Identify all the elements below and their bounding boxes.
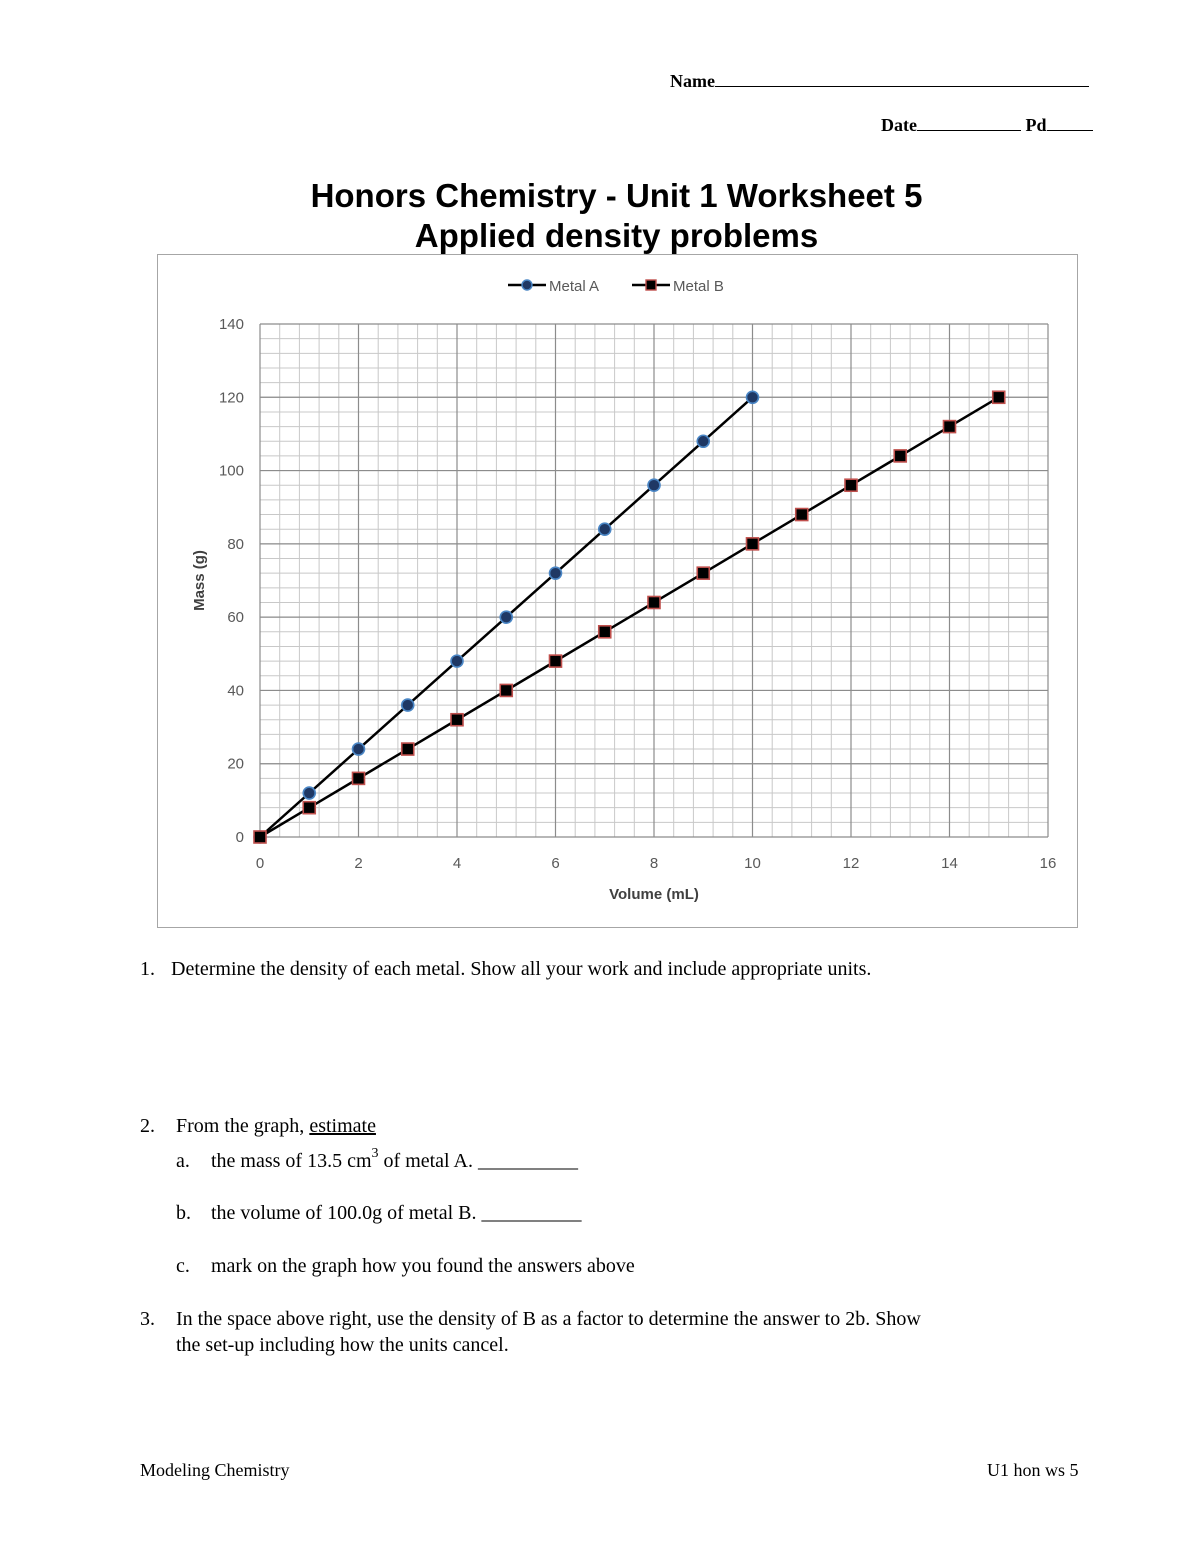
period-label: Pd <box>1025 115 1047 135</box>
y-tick-label: 100 <box>218 462 244 480</box>
q2a-text-end: of metal A. __________ <box>378 1150 578 1172</box>
metal-b-point <box>648 596 660 608</box>
x-tick-label: 2 <box>354 855 363 872</box>
y-tick-label: 0 <box>235 829 244 846</box>
metal-a-point <box>550 567 562 579</box>
date-blank[interactable] <box>917 114 1021 131</box>
q2-number: 2. <box>140 1115 155 1137</box>
metal-a-point <box>402 699 414 711</box>
q2-text <box>176 1113 376 1139</box>
x-tick-label: 6 <box>551 855 560 872</box>
y-tick-label: 140 <box>218 316 244 333</box>
metal-b-point <box>944 421 956 433</box>
metal-b-point <box>451 714 463 726</box>
page-subtitle: Applied density problems <box>414 217 819 254</box>
q2b-text: the volume of 100.0g of metal B. __________ <box>211 1202 582 1224</box>
legend-marker-metal-a <box>522 280 532 290</box>
y-tick-label: 120 <box>218 389 244 407</box>
y-tick-label: 80 <box>227 535 244 553</box>
x-tick-label: 10 <box>744 855 761 872</box>
date-period-field[interactable] <box>881 114 1093 136</box>
q2a-text-start: the mass of 13.5 cm <box>211 1150 372 1172</box>
name-blank[interactable] <box>715 70 1089 87</box>
x-tick-label: 12 <box>842 855 860 872</box>
x-tick-label: 14 <box>941 855 958 872</box>
q2b-letter: b. <box>176 1202 191 1224</box>
name-label: Name <box>670 71 715 91</box>
metal-b-point <box>894 450 906 462</box>
x-axis-label: Volume (mL) <box>609 886 699 903</box>
q3-line1: In the space above right, use the density of B as a factor to determine the answer to 2b. Show <box>176 1308 921 1330</box>
q3-number: 3. <box>140 1308 155 1330</box>
x-tick-label: 16 <box>1039 855 1057 872</box>
metal-b-point <box>303 802 315 814</box>
metal-b-point <box>550 655 562 667</box>
x-tick-label: 0 <box>255 855 265 872</box>
name-field[interactable] <box>670 70 1089 92</box>
footer-left: Modeling Chemistry <box>140 1460 290 1480</box>
q2c-letter: c. <box>176 1255 190 1277</box>
period-blank[interactable] <box>1047 114 1093 131</box>
metal-a-point <box>599 523 611 535</box>
metal-a-point <box>500 611 512 623</box>
legend-label-metal-b: Metal B <box>673 278 724 295</box>
metal-b-point <box>845 479 857 491</box>
metal-a-point <box>747 391 759 403</box>
density-chart <box>157 254 1078 928</box>
legend-marker-metal-b <box>646 280 656 290</box>
metal-a-point <box>303 787 315 799</box>
chart-canvas <box>158 255 1077 927</box>
y-tick-label: 20 <box>227 755 244 773</box>
q2-text-start: From the graph, <box>176 1115 310 1137</box>
q3-line2: the set-up including how the units cancel. <box>176 1334 509 1356</box>
q2a-text <box>211 1148 578 1174</box>
metal-b-point <box>599 626 611 638</box>
metal-b-point <box>993 391 1005 403</box>
metal-b-point <box>254 831 266 843</box>
y-tick-label: 60 <box>227 609 244 627</box>
metal-a-point <box>353 743 365 755</box>
metal-b-point <box>402 743 414 755</box>
metal-b-point <box>697 567 709 579</box>
page-title: Honors Chemistry - Unit 1 Worksheet 5 <box>310 177 923 214</box>
metal-b-point <box>500 684 512 696</box>
q2a-superscript: 3 <box>371 1146 379 1162</box>
y-axis-label: Mass (g) <box>191 550 208 611</box>
q2a-letter: a. <box>176 1150 190 1172</box>
metal-a-point <box>451 655 463 667</box>
q1-number: 1. <box>140 958 155 980</box>
x-tick-label: 8 <box>649 855 659 872</box>
x-tick-label: 4 <box>452 855 462 872</box>
metal-a-point <box>648 479 660 491</box>
date-label: Date <box>881 115 917 135</box>
metal-b-point <box>353 772 365 784</box>
q2-estimate: estimate <box>309 1115 376 1137</box>
footer-right: U1 hon ws 5 <box>987 1460 1079 1480</box>
legend-label-metal-a: Metal A <box>549 278 600 295</box>
q2c-text: mark on the graph how you found the answers above <box>211 1255 635 1277</box>
y-tick-label: 40 <box>227 682 244 700</box>
metal-b-point <box>796 509 808 521</box>
metal-b-point <box>747 538 759 550</box>
metal-a-point <box>697 435 709 447</box>
q1-text: Determine the density of each metal. Show all your work and include appropriate units. <box>171 958 872 980</box>
